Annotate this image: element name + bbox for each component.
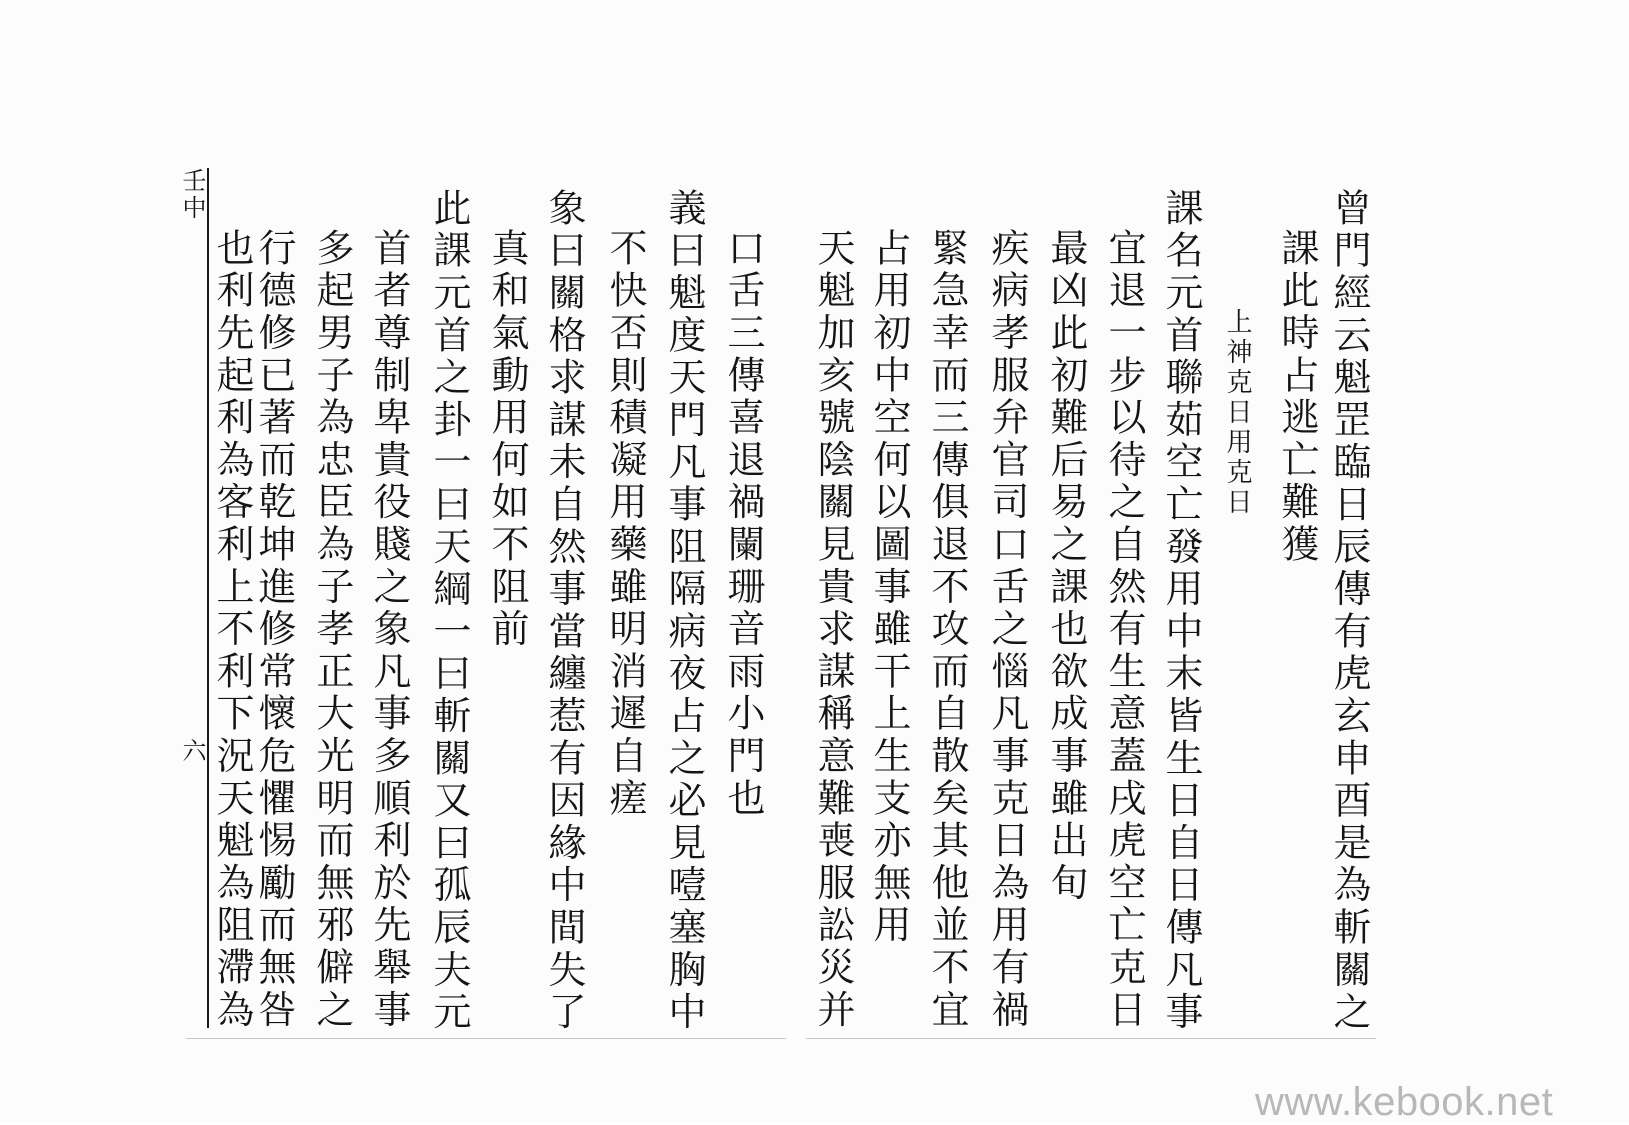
text-column-17: 首者尊制卑貴役賤之象凡事多順利於先舉事 bbox=[367, 228, 411, 1032]
text-column-4: 課名元首聯茹空亡發用中末皆生日自日傳凡事 bbox=[1159, 188, 1203, 1034]
text-column-12: 義曰魁度天門凡事阻隔病夜占之必見噎塞胸中 bbox=[662, 188, 706, 1034]
text-column-9: 占用初中空何以圖事雖干上生支亦無用 bbox=[867, 228, 911, 948]
page-bottom-edge-left bbox=[186, 1038, 786, 1039]
text-column-15: 真和氣動用何如不阻前 bbox=[485, 228, 529, 651]
text-column-3: 上神克日用克日 bbox=[1222, 308, 1252, 518]
text-column-19: 行德修已著而乾坤進修常懷危懼惕勵而無咎 bbox=[252, 228, 296, 1032]
text-column-5: 宜退一步以待之自然有生意蓋戌虎空亡克日 bbox=[1102, 228, 1146, 1032]
text-column-1: 曾門經云魁罡臨日辰傳有虎玄申酉是為斬關之 bbox=[1327, 188, 1371, 1034]
text-column-2: 課此時占逃亡難獲 bbox=[1275, 228, 1319, 567]
margin-label: 壬中 bbox=[178, 168, 206, 222]
text-column-13: 不快否則積凝用藥雖明消遲自瘥 bbox=[603, 228, 647, 821]
text-column-6: 最凶此初難后易之課也欲成事雖出旬 bbox=[1044, 228, 1088, 905]
text-column-8: 緊急幸而三傳俱退不攻而自散矣其他並不宜 bbox=[925, 228, 969, 1032]
text-column-11: 口舌三傳喜退禍闌珊音雨小門也 bbox=[721, 228, 765, 821]
text-column-14: 象曰關格求謀未自然事當纏惹有因緣中間失了 bbox=[542, 188, 586, 1034]
text-column-10: 天魁加亥號陰關見貴求謀稱意難喪服訟災并 bbox=[811, 228, 855, 1032]
text-column-20: 也利先起利為客利上不利下況天魁為阻滯為 bbox=[210, 228, 254, 1032]
text-column-16: 此課元首之卦一曰天綱一曰斬關又曰孤辰夫元 bbox=[427, 188, 471, 1034]
page-margin-rule bbox=[207, 168, 209, 1028]
page-bottom-edge-right bbox=[806, 1038, 1376, 1039]
text-column-7: 疾病孝服弁官司口舌之惱凡事克日為用有禍 bbox=[985, 228, 1029, 1032]
page-number: 六 bbox=[178, 738, 206, 765]
text-column-18: 多起男子為忠臣為子孝正大光明而無邪僻之 bbox=[310, 228, 354, 1032]
watermark: www.kebook.net bbox=[1255, 1080, 1554, 1124]
